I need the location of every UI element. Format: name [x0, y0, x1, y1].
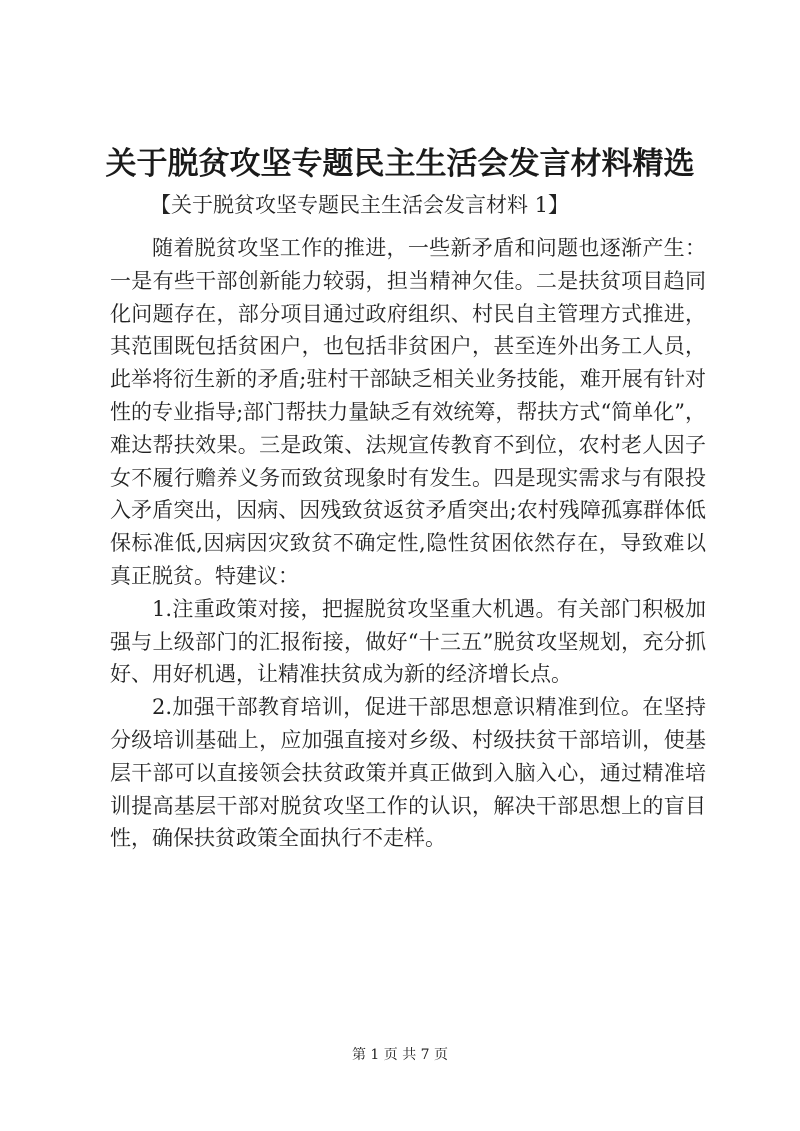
paragraph-suggestion-2: 2.加强干部教育培训，促进干部思想意识精准到位。在坚持分级培训基础上，应加强直接对乡级、村级扶贫干部培训，使基层干部可以直接领会扶贫政策并真正做到入脑入心，通过精准培训提高基层干部对脱贫攻坚工作的认识，解决干部思想上的盲目性，确保扶贫政策全面执行不走样。	[110, 695, 706, 851]
paragraph-intro: 随着脱贫攻坚工作的推进，一些新矛盾和问题也逐渐产生：一是有些干部创新能力较弱，担当精神欠佳。二是扶贫项目趋同化问题存在，部分项目通过政府组织、村民自主管理方式推进，其范围既包括贫困户，也包括非贫困户，甚至连外出务工人员，此举将衍生新的矛盾;驻村干部缺乏相关业务技能，难开展有针对性的专业指导;部门帮扶力量缺乏有效统筹，帮扶方式“简单化”，难达帮扶效果。三是政策、法规宣传教育不到位，农村老人因子女不履行赡养义务而致贫现象时有发生。四是现实需求与有限投入矛盾突出，因病、因残致贫返贫矛盾突出;农村残障孤寡群体低保标准低,因病因灾致贫不确定性,隐性贫困依然存在，导致难以真正脱贫。特建议：	[110, 236, 706, 588]
document-body	[110, 232, 706, 855]
paragraph-suggestion-1: 1.注重政策对接，把握脱贫攻坚重大机遇。有关部门积极加强与上级部门的汇报衔接，做好“十三五”脱贫攻坚规划，充分抓好、用好机遇，让精准扶贫成为新的经济增长点。	[110, 596, 706, 687]
page-number-footer: 第 1 页 共 7 页	[351, 1047, 449, 1063]
section-heading: 【关于脱贫攻坚专题民主生活会发言材料 1】	[150, 193, 570, 217]
document-title: 关于脱贫攻坚专题民主生活会发言材料精选	[105, 146, 695, 182]
